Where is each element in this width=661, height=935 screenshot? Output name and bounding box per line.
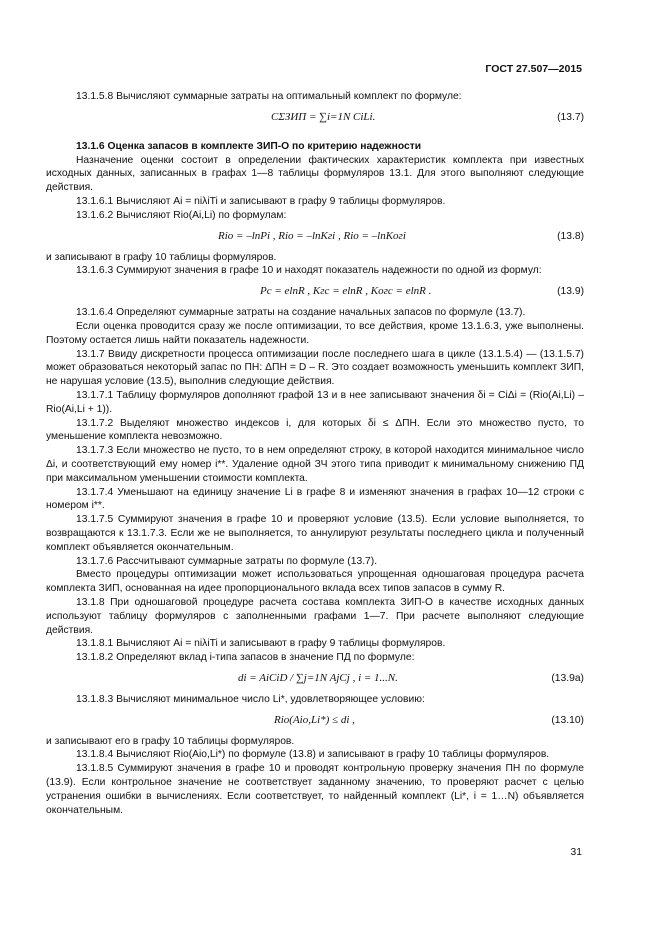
paragraph: 13.1.7.6 Рассчитывают суммарные затраты по формуле (13.7).	[76, 555, 378, 567]
paragraph: 13.1.8.1 Вычисляют Ai = niλiTi и записывают в графу 9 таблицы формуляров.	[76, 638, 446, 650]
paragraph: 13.1.5.8 Вычисляют суммарные затраты на оптимальный комплект по формуле:	[76, 91, 462, 102]
paragraph: Назначение оценки состоит в определении фактических характеристик комплекта при известных исходных данных, записанных в графах 1—8 таблицы формуляров 13.1. Для этого выполняют следующие действия.	[46, 154, 584, 194]
formula-number: (13.7)	[557, 111, 584, 123]
formula-13-9	[46, 278, 584, 306]
paragraph: 13.1.7.5 Суммируют значения в графе 10 и проверяют условие (13.5). Если условие выполняется, то возвращаются к 13.1.7.3. Если же не выполняется, то аннулируют результаты последнего цикла и полученный комплект объявляется окончательным.	[46, 514, 584, 553]
paragraph: и записывают в графу 10 таблицы формуляров.	[46, 251, 277, 263]
formula-expression: Rio(Aio,Li*) ≤ di ,	[274, 713, 355, 726]
paragraph: 13.1.8.5 Суммируют значения в графе 10 и проводят контрольную проверку значения ПН по формуле (13.9). Если контрольное значение не соответствует заданному значению, то проверяют расчет с целью устранения ошибки в вычислениях. Если соответствует, то найденный комплект (Li*, i = 1…N) объявляется окончательным.	[46, 763, 584, 816]
paragraph: Если оценка проводится сразу же после оптимизации, то все действия, кроме 13.1.6.3, уже выполнены. Поэтому остается лишь найти показатель надежности.	[46, 320, 584, 346]
formula-number: (13.9)	[557, 286, 584, 298]
paragraph: и записывают его в графу 10 таблицы формуляров.	[46, 735, 295, 747]
paragraph: 13.1.6.4 Определяют суммарные затраты на создание начальных запасов по формуле (13.7).	[76, 307, 526, 319]
paragraph: 13.1.7 Ввиду дискретности процесса оптимизации после последнего шага в цикле (13.1.5.4) — (13.1.5.7) может образоваться некоторый запас по ПН: ΔПН = D – R. Это создает возможность уменьшить комплект ЗИП, не нарушая условие (13.5), выполнив следующие действия.	[46, 348, 584, 388]
formula-number: (13.10)	[551, 714, 584, 726]
paragraph: 13.1.8.4 Вычисляют Rio(Aio,Li*) по формуле (13.8) и записывают в графу 10 таблицы формуляров.	[76, 749, 550, 761]
page-body	[46, 90, 584, 817]
paragraph: 13.1.8.2 Определяют вклад i-типа запасов в значение ПД по формуле:	[76, 652, 415, 664]
formula-number: (13.9a)	[551, 672, 584, 684]
paragraph: 13.1.8.3 Вычисляют минимальное число Li*, удовлетворяющее условию:	[76, 693, 425, 705]
formula-expression: Rio = –lnPi , Rio = –lnKгi , Rio = –lnKогi	[218, 229, 406, 242]
formula-13-8	[46, 223, 584, 251]
paragraph: Вместо процедуры оптимизации может использоваться упрощенная одношаговая процедура расчета комплекта ЗИП, основанная на идее пропорционального вклада всех типов запасов в сумму R.	[46, 569, 584, 595]
paragraph: 13.1.6.3 Суммируют значения в графе 10 и находят показатель надежности по одной из формул:	[76, 265, 542, 277]
paragraph: 13.1.7.3 Если множество не пусто, то в нем определяют строку, в которой находится минимальное число Δi, и соответствующий ему номер i**. Удаление одной ЗЧ этого типа приводит к минимальному снижению ПД при максимальном уменьшении стоимости комплекта.	[46, 445, 584, 484]
formula-13-10	[46, 707, 584, 735]
formula-expression: di = AiCiD / ∑j=1N AjCj , i = 1...N.	[238, 671, 398, 684]
paragraph: 13.1.7.2 Выделяют множество индексов i, для которых δi ≤ ΔПН. Если это множество пусто, то уменьшение комплекта невозможно.	[46, 417, 584, 443]
formula-expression: CΣЗИП = ∑i=1N CiLi.	[271, 110, 376, 123]
formula-expression: Pc = elnR , Kгc = elnR , Kогc = elnR .	[260, 285, 432, 298]
paragraph: 13.1.6.1 Вычисляют Ai = niλiTi и записывают в графу 9 таблицы формуляров.	[76, 195, 446, 207]
page-number: 31	[570, 847, 582, 858]
section-heading: 13.1.6 Оценка запасов в комплекте ЗИП-О по критерию надежности	[76, 140, 422, 152]
standard-header: ГОСТ 27.507—2015	[485, 63, 582, 75]
paragraph: 13.1.6.2 Вычисляют Rio(Ai,Li) по формулам:	[76, 209, 287, 221]
formula-13-9a	[46, 665, 584, 693]
formula-13-7	[46, 104, 584, 132]
paragraph: 13.1.7.1 Таблицу формуляров дополняют графой 13 и в нее записывают значения δi = CiΔi = (Rio(Ai,Li) – Rio(Ai,Li + 1)).	[46, 389, 584, 415]
formula-number: (13.8)	[557, 230, 584, 242]
paragraph: 13.1.8 При одношаговой процедуре расчета состава комплекта ЗИП-О в качестве исходных данных используют таблицу формуляров с заполненными графами 1—7. При расчете выполняют следующие действия.	[46, 596, 584, 636]
paragraph: 13.1.7.4 Уменьшают на единицу значение Li в графе 8 и изменяют значения в графах 10—12 строки с номером i**.	[46, 486, 584, 512]
